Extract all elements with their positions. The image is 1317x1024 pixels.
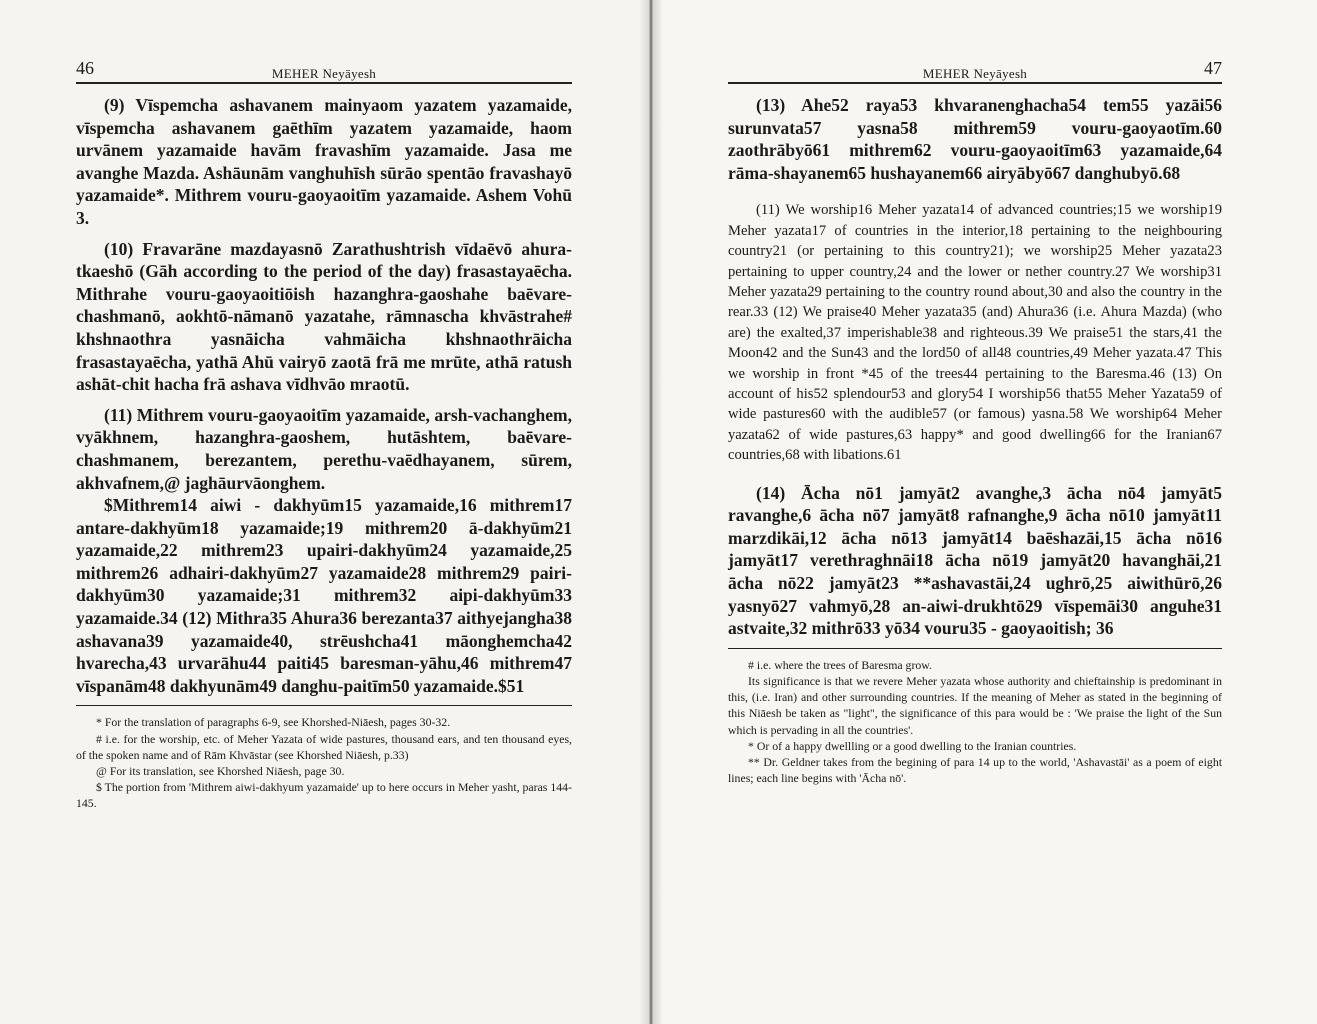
avestan-paragraph-14: (14) Ācha nō1 jamyāt2 avanghe,3 ācha nō4 jamyāt5 ravanghe,6 ācha nō7 jamyāt8 rafnanghe,9 ācha nō10 jamyāt11 marzdikāi,12 ācha nō13 jamyāt14 baēshazāi,15 ācha nō16 jamyāt17 verethraghnāi18 ācha nō19 jamyāt20 havanghāi,21 ācha nō22 jamyāt23 **ashavastāi,24 ughrō,25 aiwithūrō,26 yasnyō27 vahmyō,28 an-aiwi-drukhtō29 vīspemāi30 anguhe31 astvaite,32 mithrō33 yō34 vouru35 - gaoyaoitish; 36	[728, 482, 1222, 639]
book-gutter	[640, 0, 662, 1024]
translation-paragraph: (11) We worship16 Meher yazata14 of advanced countries;15 we worship19 Meher yazata17 of countries in the interior,18 pertaining to the neighbouring country21 (or pertaining to this country21); we worship25 Meher yazata23 pertaining to upper country,24 and the lower or nether country.27 We worship31 Meher yazata29 pertaining to the country round about,30 and also the country in the rear.33 (12) We praise40 Meher yazata35 (and) Ahura36 (i.e. Ahura Mazda) (who are) the exalted,37 imperishable38 and righteous.39 We praise51 the stars,41 the Moon42 and the Sun43 and the lord50 of all48 countries,49 Meher yazata.47 This we worship in front *45 of the trees44 pertaining to the Baresma.46 (13) On account of his52 splendour53 and glory54 I worship56 that55 Meher Yazata59 of wide pastures60 with the audible57 (or famous) yasna.58 We worship64 Meher yazata62 of wide pastures,63 happy* and good dwelling66 for the Iranian67 countries,68 with libations.61	[728, 202, 1222, 464]
footnote: # i.e. for the worship, etc. of Meher Yazata of wide pastures, thousand ears, and ten thousand eyes, of the spoken name and of Rām Khvāstar (see Khorshed Niāesh, p.33)	[76, 731, 572, 762]
avestan-paragraph-11-12: $Mithrem14 aiwi - dakhyūm15 yazamaide,16 mithrem17 antare-dakhyūm18 yazamaide;19 mithrem20 ā-dakhyūm21 yazamaide,22 mithrem23 upairi-dakhyūm24 yazamaide,25 mithrem26 adhairi-dakhyūm27 yazamaide28 mithrem29 pairi-dakhyūm30 yazamaide;31 mithrem32 aipi-dakhyūm33 yazamaide.34 (12) Mithra35 Ahura36 berezanta37 aithyejangha38 ashavana39 yazamaide40, strēushcha41 māonghemcha42 hvarecha,43 urvarāhu44 paiti45 baresman-yāhu,46 mithrem47 vīspanām48 dakhyunām49 danghu-paitīm50 yazamaide.$51	[76, 495, 572, 696]
footnote-rule	[76, 705, 572, 706]
avestan-paragraph-11: (11) Mithrem vouru-gaoyaoitīm yazamaide, arsh-vachanghem, vyākhnem, hazanghra-gaoshem, hutāshtem, baēvare-chashmanem, berezantem, perethu-vaēdhayanem, sūrem, akhvafnem,@ jaghāurvāonghem.	[76, 404, 572, 493]
page-number: 47	[1204, 58, 1222, 78]
left-page-header	[76, 58, 572, 84]
footnote: * Or of a happy dwellling or a good dwelling to the Iranian countries.	[748, 738, 1077, 753]
right-page-body	[728, 94, 1222, 786]
footnote-rule	[728, 648, 1222, 649]
right-page	[650, 0, 1317, 1024]
page-number: 46	[76, 58, 94, 78]
left-page	[0, 0, 650, 1024]
avestan-paragraph-10: (10) Fravarāne mazdayasnō Zarathushtrish vīdaēvō ahura-tkaeshō (Gāh according to the period of the day) frasastayaēcha. Mithrahe vouru-gaoyaoitiōish hazanghra-gaoshahe baēvare-chashmanō, aokhtō-nāmanō yazatahe, rāmnascha khvāstrahe# khshnaothra yasnāicha vahmāicha khshnaothrāicha frasastayaēcha, yathā Ahū vairyō zaotā frā me mrūte, athā ratush ashāt-chit hacha frā ashava vīdhvāo mraotū.	[76, 238, 572, 395]
header-rule	[728, 82, 1222, 84]
running-head: MEHER Neyāyesh	[922, 66, 1028, 81]
footnote: $ The portion from 'Mithrem aiwi-dakhyum yazamaide' up to here occurs in Meher yasht, paras 144-145.	[76, 780, 572, 811]
avestan-paragraph-13: (13) Ahe52 raya53 khvaranenghacha54 tem55 yazāi56 surunvata57 yasna58 mithrem59 vouru-gaoyaotīm.60 zaothrābyō61 mithrem62 vouru-gaoyaoitīm63 yazamaide,64 rāma-shayanem65 hushayanem66 airyābyō67 danghubyō.68	[728, 95, 1222, 183]
footnote: @ For its translation, see Khorshed Niāesh, page 30.	[96, 764, 345, 779]
header-rule	[76, 82, 572, 84]
footnotes	[728, 657, 1222, 787]
footnote: ** Dr. Geldner takes from the begining of para 14 up to the world, 'Ashavastāi' as a poem of eight lines; each line begins with 'Ācha nō'.	[728, 755, 1222, 786]
running-head: MEHER Neyāyesh	[271, 66, 377, 81]
avestan-paragraph-9: (9) Vīspemcha ashavanem mainyaom yazatem yazamaide, vīspemcha ashavanem gaēthīm yazatem yazamaide, haom urvānem yazamaide havām fravashīm yazamaide. Jasa me avanghe Mazda. Ashāunām vanghuhīsh sūrāo spentāo fravashayō yazamaide*. Mithrem vouru-gaoyaoitīm yazamaide. Ashem Vohū 3.	[76, 95, 572, 228]
footnote: # i.e. where the trees of Baresma grow.	[748, 657, 932, 672]
footnote: * For the translation of paragraphs 6-9, see Khorshed-Niāesh, pages 30-32.	[96, 715, 451, 730]
footnote: Its significance is that we revere Meher yazata whose authority and chieftainship is predominant in this, (i.e. Iran) and other surrounding countries. If the meaning of Meher as stated in the beginning of this Niāesh be taken as "light", the significance of this para would be : 'We praise the light of the Sun which is pervading in all the countries'.	[728, 674, 1222, 737]
right-page-header	[728, 58, 1222, 84]
left-page-body	[76, 94, 572, 812]
footnotes	[76, 714, 572, 811]
